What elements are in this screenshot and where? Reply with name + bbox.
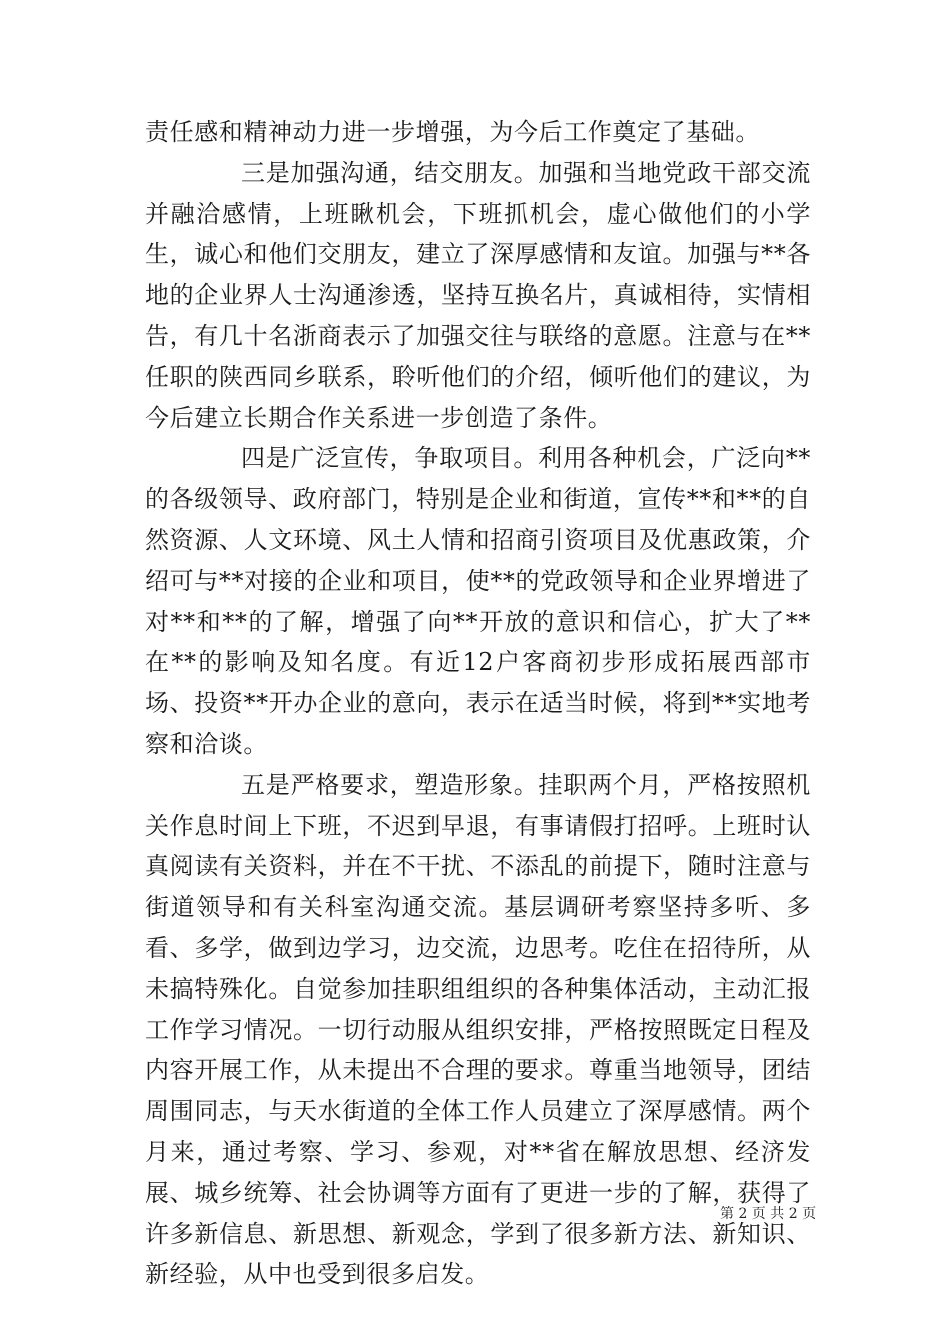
paragraph-communication: 三是加强沟通，结交朋友。加强和当地党政干部交流并融洽感情，上班瞅机会，下班抓机会，虚心做他们的小学生，诚心和他们交朋友，建立了深厚感情和友谊。加强与**各地的企业界人士沟通渗透，坚持互换名片，真诚相待，实情相告，有几十名浙商表示了加强交往与联络的意愿。注意与在**任职的陕西同乡联系，聆听他们的介绍，倾听他们的建议，为今后建立长期合作关系进一步创造了条件。 bbox=[145, 158, 811, 432]
paragraph-promotion: 四是广泛宣传，争取项目。利用各种机会，广泛向**的各级领导、政府部门，特别是企业和街道，宣传**和**的自然资源、人文环境、风土人情和招商引资项目及优惠政策，介绍可与**对接的企业和项目，使**的党政领导和企业界增进了对**和**的了解，增强了向**开放的意识和信心，扩大了**在**的影响及知名度。有近12户客商初步形成拓展西部市场、投资**开办企业的意向，表示在适当时候，将到**实地考察和洽谈。 bbox=[145, 444, 811, 758]
page-number-footer: 第 2 页 共 2 页 bbox=[720, 1206, 817, 1222]
paragraph-discipline: 五是严格要求，塑造形象。挂职两个月，严格按照机关作息时间上下班，不迟到早退，有事请假打招呼。上班时认真阅读有关资料，并在不干扰、不添乱的前提下，随时注意与街道领导和有关科室沟通交流。基层调研考察坚持多听、多看、多学，做到边学习，边交流，边思考。吃住在招待所，从未搞特殊化。自觉参加挂职组组织的各种集体活动，主动汇报工作学习情况。一切行动服从组织安排，严格按照既定日程及内容开展工作，从未提出不合理的要求。尊重当地领导，团结周围同志，与天水街道的全体工作人员建立了深厚感情。两个月来，通过考察、学习、参观，对**省在解放思想、经济发展、城乡统筹、社会协调等方面有了更进一步的了解，获得了许多新信息、新思想、新观念，学到了很多新方法、新知识、新经验，从中也受到很多启发。 bbox=[145, 770, 811, 1289]
paragraph-continuation: 责任感和精神动力进一步增强，为今后工作奠定了基础。 bbox=[145, 118, 760, 146]
document-body bbox=[145, 112, 811, 1295]
